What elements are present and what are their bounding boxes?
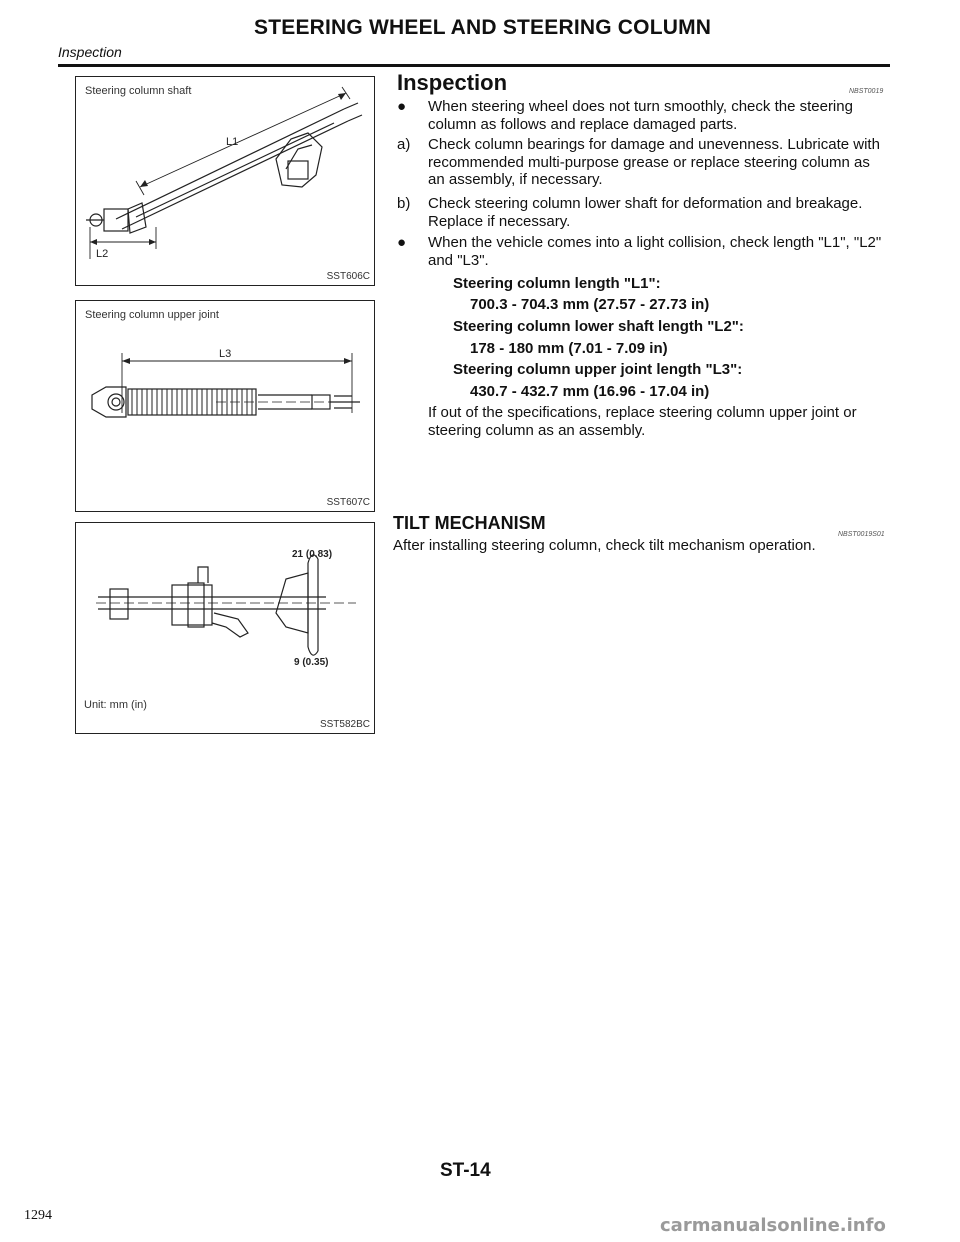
figure-code: SST606C: [326, 271, 370, 282]
figure-upper-joint: [75, 300, 375, 512]
list-item-text: Check steering column lower shaft for deformation and breakage. Replace if necessary.: [428, 195, 863, 230]
note-paragraph: [428, 404, 890, 439]
list-marker: b): [397, 195, 411, 212]
dimension-l3-label: L3: [219, 348, 232, 360]
figure-steering-column-shaft: [75, 76, 375, 286]
reference-code: NBST0019: [849, 88, 884, 95]
section-label: Inspection: [58, 44, 122, 60]
spec-value: 430.7 - 432.7 mm (16.96 - 17.04 in): [470, 383, 710, 400]
figure-caption: Steering column upper joint: [85, 309, 219, 321]
tilt-heading: TILT MECHANISM: [393, 513, 546, 533]
page-number: ST-14: [440, 1160, 491, 1181]
spec-value: 178 - 180 mm (7.01 - 7.09 in): [470, 340, 668, 357]
steering-column-shaft-drawing: [76, 77, 374, 285]
side-page-number: 1294: [24, 1208, 52, 1223]
list-marker: a): [397, 136, 411, 153]
figure-code: SST582BC: [319, 719, 370, 730]
note-text: If out of the specifications, replace steering column upper joint or steering column as an assembly.: [428, 404, 857, 439]
spec-value: 700.3 - 704.3 mm (27.57 - 27.73 in): [470, 296, 710, 313]
dimension-l2-label: L2: [96, 248, 109, 260]
bullet-marker: ●: [397, 234, 407, 251]
inspection-heading: Inspection: [397, 70, 508, 95]
watermark: carmanualsonline.info: [660, 1215, 886, 1236]
list-item-text: When steering wheel does not turn smoothly, check the steering column as follows and replace damaged parts.: [428, 98, 853, 133]
list-item-text: When the vehicle comes into a light collision, check length "L1", "L2" and "L3".: [428, 234, 882, 269]
dimension-l1-label: L1: [226, 136, 239, 148]
page-title: STEERING WHEEL AND STEERING COLUMN: [254, 16, 712, 39]
unit-label: Unit: mm (in): [84, 699, 147, 711]
bullet-marker: ●: [397, 98, 407, 115]
tilt-upper-value: 21 (0.83): [292, 549, 333, 560]
figure-caption: Steering column shaft: [85, 85, 192, 97]
figure-tilt-mechanism: [75, 522, 375, 734]
tilt-text: After installing steering column, check tilt mechanism operation.: [393, 537, 816, 554]
spec-label: Steering column lower shaft length "L2":: [453, 318, 744, 335]
header-rule: [58, 64, 890, 67]
spec-label: Steering column upper joint length "L3":: [453, 361, 743, 378]
figure-code: SST607C: [326, 497, 370, 508]
tilt-lower-value: 9 (0.35): [294, 657, 329, 668]
list-item-text: Check column bearings for damage and unevenness. Lubricate with recommended multi-purpose grease or replace steering column as an assembly, if necessary.: [428, 136, 880, 189]
spec-label: Steering column length "L1":: [453, 275, 661, 292]
reference-code: NBST0019S01: [838, 531, 885, 538]
upper-joint-drawing: [76, 301, 374, 511]
